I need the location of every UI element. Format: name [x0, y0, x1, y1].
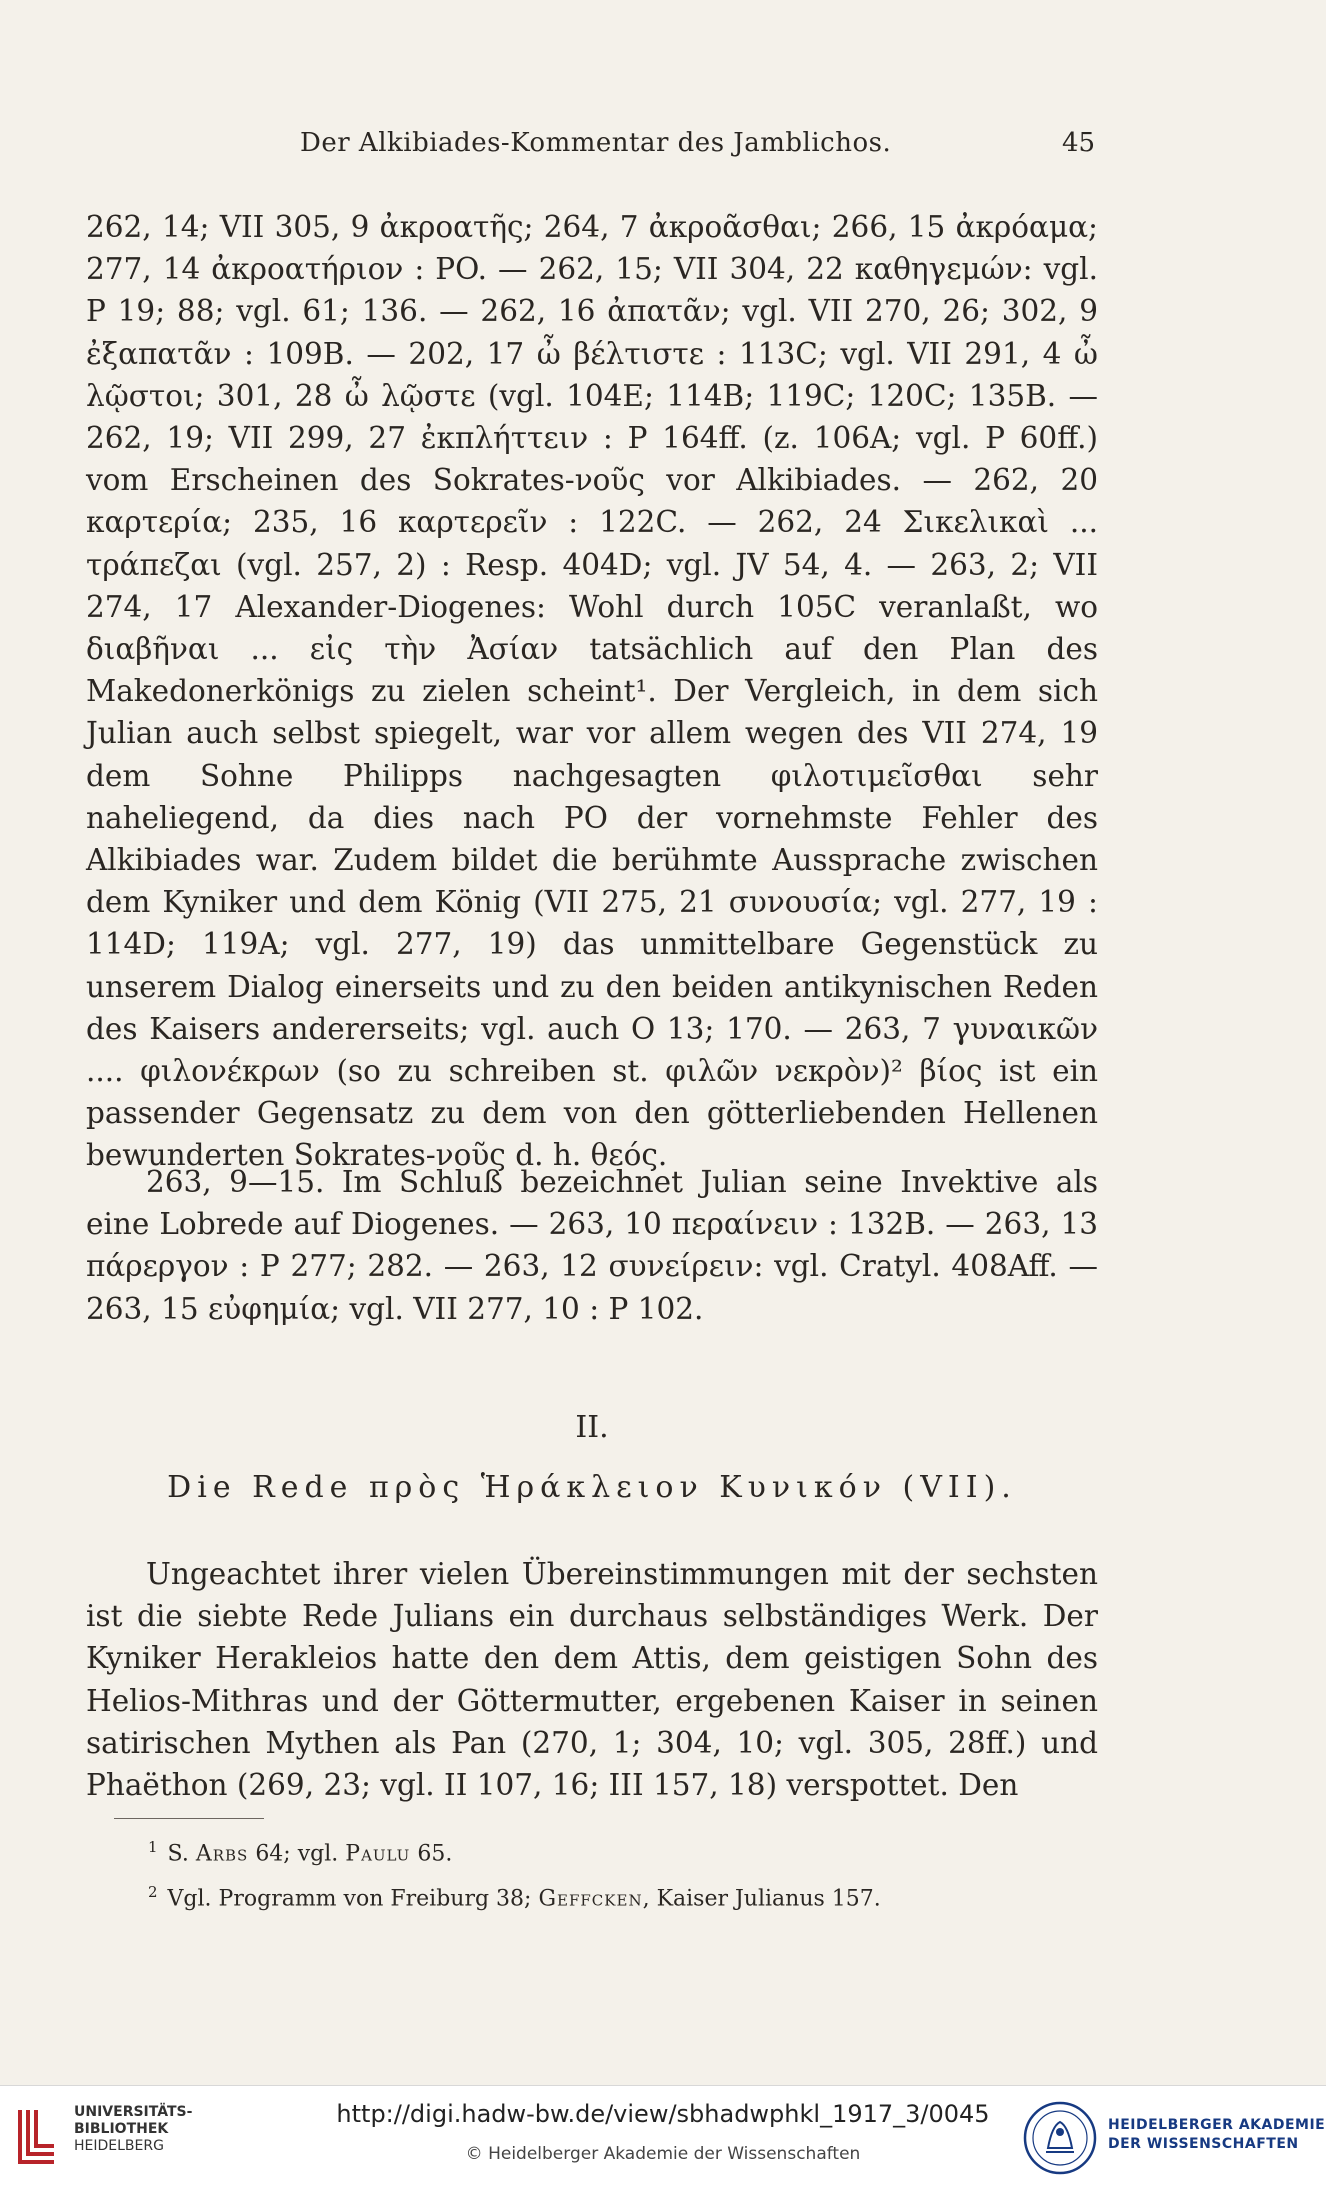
- section-title: Die Rede πρὸς Ἡράκλειον Κυνικόν (VII).: [167, 1470, 1017, 1505]
- library-line: HEIDELBERG: [74, 2138, 164, 2154]
- footnote-author: Arbs: [195, 1841, 249, 1867]
- footnotes: [148, 1828, 1098, 1919]
- permalink-link[interactable]: http://digi.hadw-bw.de/view/sbhadwphkl_1917_3/0045: [336, 2100, 990, 2128]
- footnote-text: , Kaiser Julianus 157.: [642, 1886, 881, 1912]
- footnote-divider: [114, 1818, 264, 1819]
- library-line: UNIVERSITÄTS-: [74, 2104, 193, 2120]
- paragraph-text: 262, 14; VII 305, 9 ἀκροατῆς; 264, 7 ἀκροᾶσθαι; 266, 15 ἀκρόαμα; 277, 14 ἀκροατήριον : PO. — 262, 15; VII 304, 22 καθηγεμών: vgl. P 19; 88; vgl. 61; 136. — 262, 16 ἀπατᾶν; vgl. VII 270, 26; 302, 9 ἐξαπατᾶν : 109B. — 202, 17 ὦ βέλτιστε : 113C; vgl. VII 291, 4 ὦ λῷστοι; 301, 28 ὦ λῷστε (vgl. 104E; 114B; 119C; 120C; 135B. — 262, 19; VII 299, 27 ἐκπλήττειν : P 164ff. (z. 106A; vgl. P 60ff.) vom Erscheinen des Sokrates-νοῦς vor Alkibiades. — 262, 20 καρτερία; 235, 16 καρτερεῖν : 122C. — 262, 24 Σικελικαὶ ... τράπεζαι (vgl. 257, 2) : Resp. 404D; vgl. JV 54, 4. — 263, 2; VII 274, 17 Alexander-Diogenes: Wohl durch 105C veranlaßt, wo διαβῆναι ... εἰς τὴν Ἀσίαν tatsächlich auf den Plan des Makedonerkönigs zu zielen scheint¹. Der Vergleich, in dem sich Julian auch selbst spiegelt, war vor allem wegen des VII 274, 19 dem Sohne Philipps nachgesagten φιλοτιμεῖσθαι sehr naheliegend, da dies nach PO der vornehmste Fehler des Alkibiades war. Zudem bildet die berühmte Aussprache zwischen dem Kyniker und dem König (VII 275, 21 συνουσία; vgl. 277, 19 : 114D; 119A; vgl. 277, 19) das unmittelbare Gegenstück zu unserem Dialog einerseits und zu den beiden antikynischen Reden des Kaisers andererseits; vgl. auch O 13; 170. — 263, 7 γυναικῶν .... φιλονέκρων (so zu schreiben st. φιλῶν νεκρὸν)² βίος ist ein passender Gegensatz zu dem von den götterliebenden Hellenen bewunderten Sokrates-νοῦς d. h. θεός.: [86, 210, 1098, 1173]
- academy-name: [1108, 2116, 1325, 2154]
- paragraph-section-intro: [86, 1553, 1098, 1806]
- footnote-author: Geffcken: [538, 1886, 643, 1912]
- academy-line: DER WISSENSCHAFTEN: [1108, 2136, 1299, 2152]
- library-line: BIBLIOTHEK: [74, 2121, 169, 2137]
- digitization-footer: [0, 2085, 1326, 2187]
- running-head: Der Alkibiades-Kommentar des Jamblichos.: [300, 128, 892, 158]
- footnote-mark: 1: [148, 1838, 158, 1856]
- footnote-text: 65.: [417, 1841, 453, 1867]
- page-number: 45: [1062, 128, 1096, 158]
- footnote-text: S.: [167, 1841, 189, 1867]
- section-numeral: II.: [575, 1410, 609, 1445]
- footnote-author: Paulu: [345, 1841, 411, 1867]
- paragraph-text: 263, 9—15. Im Schluß bezeichnet Julian seine Invektive als eine Lobrede auf Diogenes. — 263, 10 περαίνειν : 132B. — 263, 13 πάρεργον : P 277; 282. — 263, 12 συνείρειν: vgl. Cratyl. 408Aff. — 263, 15 εὐφημία; vgl. VII 277, 10 : P 102.: [86, 1165, 1098, 1326]
- academy-line: HEIDELBERGER AKADEMIE: [1108, 2117, 1326, 2133]
- paragraph-commentary-2: [86, 1161, 1098, 1330]
- paragraph-commentary-1: [86, 206, 1098, 1177]
- footnote-1: [148, 1828, 1098, 1873]
- footnote-2: [148, 1873, 1098, 1918]
- copyright-notice: © Heidelberger Akademie der Wissenschaften: [465, 2144, 861, 2164]
- footnote-text: Vgl. Programm von Freiburg 38;: [167, 1886, 532, 1912]
- footnote-mark: 2: [148, 1883, 158, 1902]
- paragraph-text: Ungeachtet ihrer vielen Übereinstimmungen mit der sechsten ist die siebte Rede Julians ein durchaus selbständiges Werk. Der Kyniker Herakleios hatte den dem Attis, dem geistigen Sohn des Helios-Mithras und der Göttermutter, ergebenen Kaiser in seinen satirischen Mythen als Pan (270, 1; 304, 10; vgl. 305, 28ff.) und Phaëthon (269, 23; vgl. II 107, 16; III 157, 18) verspottet. Den: [86, 1557, 1098, 1803]
- hadw-seal-icon: [1022, 2100, 1098, 2176]
- footnote-text: 64; vgl.: [255, 1841, 339, 1867]
